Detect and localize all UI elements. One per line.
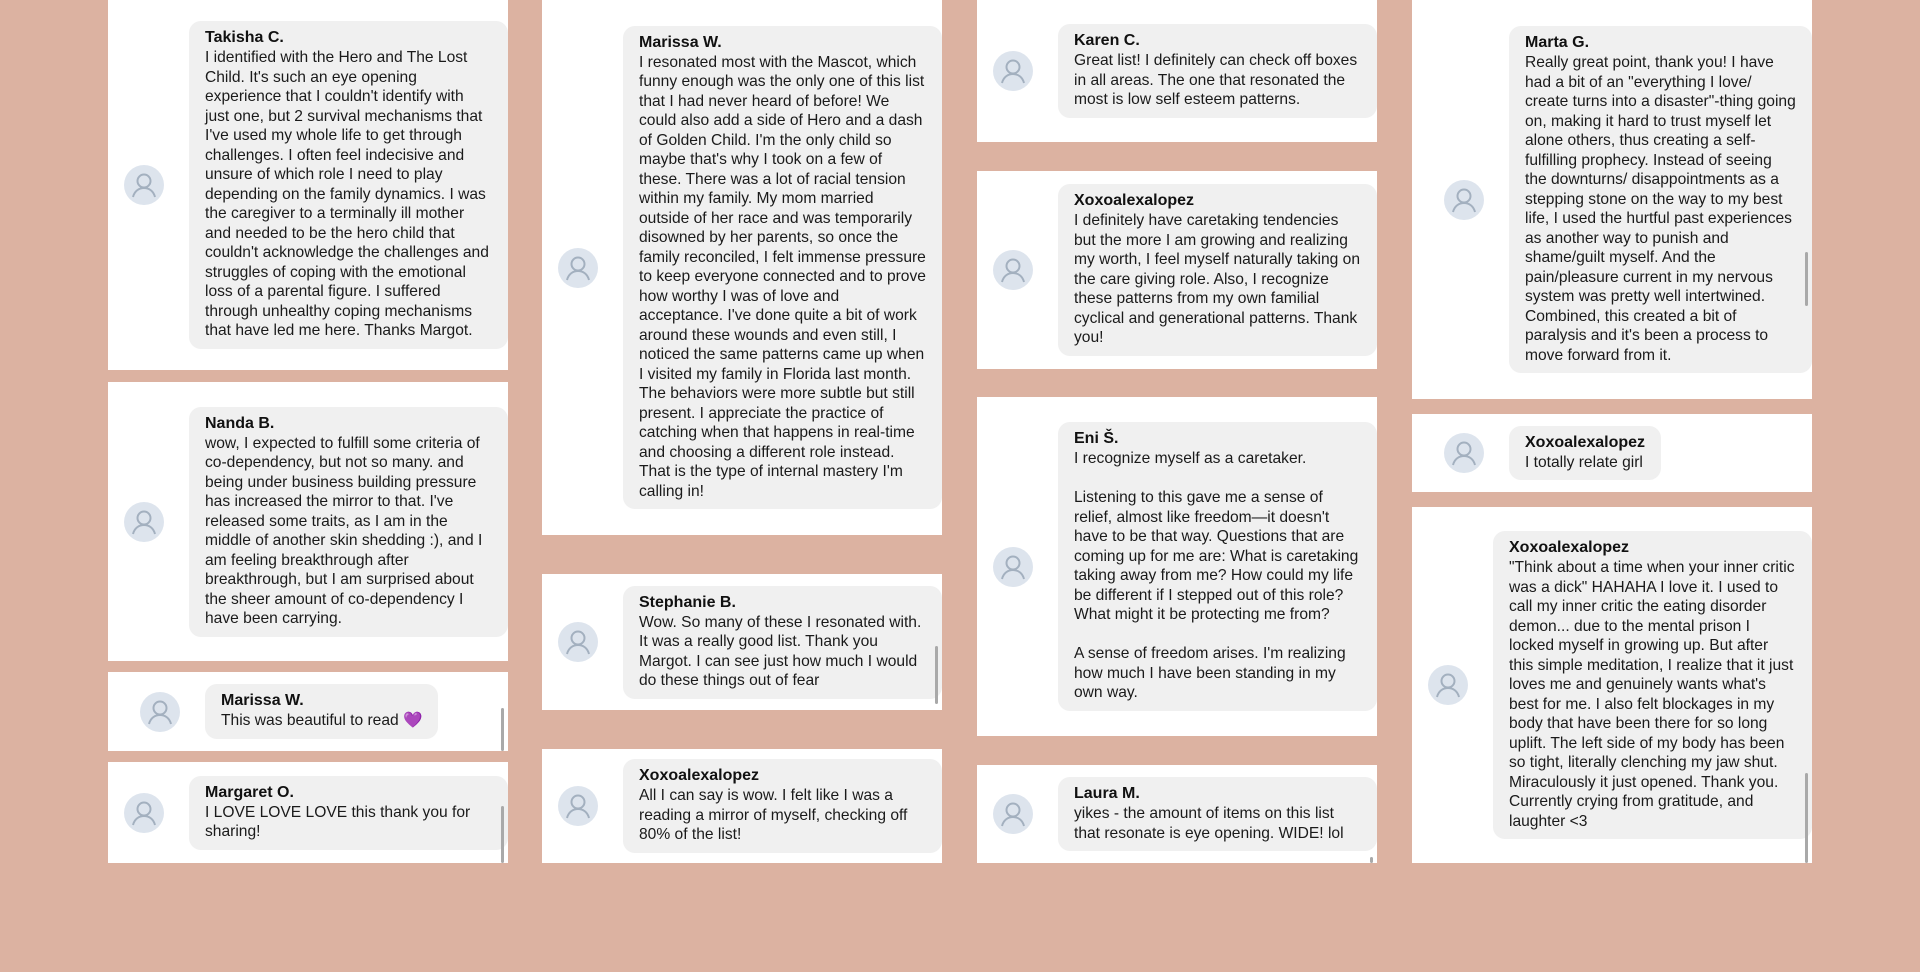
- comment-text: I definitely have caretaking tendencies but the more I am growing and realizing my worth, I feel myself naturally taking on the care giving role. Also, I recognize these patterns from my own familial cyclical and generational patterns. Thank you!: [1074, 212, 1361, 347]
- comment-card: [108, 762, 508, 863]
- comment-card: [108, 382, 508, 661]
- comment-author[interactable]: Xoxoalexalopez: [1525, 433, 1646, 451]
- comment-author[interactable]: Nanda B.: [205, 414, 275, 432]
- comment-text: All I can say is wow. I felt like I was a reading a mirror of myself, checking off 80% of the list!: [639, 787, 908, 844]
- comment-card: [542, 574, 942, 710]
- scrollbar-thumb[interactable]: [935, 646, 938, 704]
- comment-bubble: [623, 759, 942, 853]
- comment-card: [108, 672, 508, 751]
- comment-bubble: [1058, 422, 1377, 711]
- comment-card: [1412, 0, 1812, 399]
- scrollbar-thumb[interactable]: [1370, 857, 1373, 863]
- user-avatar-icon[interactable]: [558, 248, 598, 288]
- comment-text: Really great point, thank you! I have had a bit of an "everything I love/ create turns into a disaster"-thing going on, making it hard to trust myself let alone others, thus creating a self-fulfilling prophecy. Instead of seeing the downturns/ disappointments as a stepping stone on the way to my best life, I used the hurtful past experiences as another way to punish and shame/guilt myself. And the pain/pleasure current in my nervous system was pretty well intertwined. Combined, this created a bit of paralysis and it's been a process to move forward from it.: [1525, 54, 1796, 364]
- comment-bubble: [623, 26, 942, 510]
- comment-card: [542, 0, 942, 535]
- comment-bubble: [1493, 531, 1812, 839]
- comment-bubble: [1058, 24, 1377, 118]
- comment-bubble: [1509, 426, 1661, 481]
- comment-text: I resonated most with the Mascot, which funny enough was the only one of this list that I had never heard of before! We could also add a side of Hero and a dash of Golden Child. I'm the only child so maybe that's why I took on a few of these. There was a lot of racial tension within my family. My mom married outside of her race and was temporarily disowned by her parents, so once the family reconciled, I felt immense pressure to keep everyone connected and to prove how worthy I was of love and acceptance. I've done quite a bit of work around these wounds and even still, I noticed the same patterns came up when I visited my family in Florida last month. The behaviors were more subtle but still present. I appreciate the practice of catching when that happens in real-time and choosing a different role instead. That is the type of internal mastery I'm calling in!: [639, 53, 926, 500]
- comment-card: [542, 749, 942, 863]
- comment-bubble: [189, 21, 508, 349]
- comment-text: "Think about a time when your inner critic was a dick" HAHAHA I love it. I used to call my inner critic the eating disorder demon... due to the mental prison I locked myself in growing up. But after this simple meditation, I realize that it just loves me and genuinely wants what's best for me. I also felt blockages in my body that have been there for so long uplift. The left side of my body has been so tight, literally clenching my jaw shut. Miraculously it just opened. Thank you. Currently crying from gratitude, and laughter <3: [1509, 559, 1795, 830]
- comment-text: I totally relate girl: [1525, 453, 1643, 471]
- comment-author[interactable]: Laura M.: [1074, 785, 1140, 802]
- comment-author[interactable]: Xoxoalexalopez: [1509, 539, 1630, 556]
- comment-card: [977, 765, 1377, 863]
- comment-text: I LOVE LOVE LOVE this thank you for sharing!: [205, 803, 471, 840]
- comment-author[interactable]: Margaret O.: [205, 783, 294, 801]
- comment-card: [1412, 507, 1812, 863]
- comment-text: Wow. So many of these I resonated with. It was a really good list. Thank you Margot. I can see just how much I would do these things out of fear: [639, 613, 922, 689]
- comment-card: [977, 171, 1377, 369]
- user-avatar-icon[interactable]: [558, 786, 598, 826]
- comment-bubble: [623, 586, 942, 699]
- comment-bubble: [1509, 26, 1812, 373]
- comment-author[interactable]: Marta G.: [1525, 34, 1590, 51]
- user-avatar-icon[interactable]: [124, 793, 164, 833]
- comment-text: yikes - the amount of items on this list that resonate is eye opening. WIDE! lol: [1074, 805, 1344, 842]
- comment-text: I identified with the Hero and The Lost Child. It's such an eye opening experience that I couldn't identify with just one, but 2 survival mechanisms that I've used my whole life to get through challenges. I often feel indecisive and unsure of which role I need to play depending on the family dynamics. I was the caregiver to a terminally ill mother and needed to be the hero child that couldn't acknowledge the challenges and struggles of coping with the emotional loss of a parental figure. I suffered through unhealthy coping mechanisms that have led me here. Thanks Margot.: [205, 49, 489, 340]
- comment-author[interactable]: Takisha C.: [205, 29, 284, 47]
- comment-card: [977, 0, 1377, 142]
- comment-card: [1412, 414, 1812, 492]
- comment-author[interactable]: Marissa W.: [639, 33, 722, 51]
- user-avatar-icon[interactable]: [993, 794, 1033, 834]
- user-avatar-icon[interactable]: [140, 692, 180, 732]
- comment-card: [108, 0, 508, 370]
- user-avatar-icon[interactable]: [1444, 180, 1484, 220]
- comment-text: This was beautiful to read 💜: [221, 712, 423, 730]
- comment-text: Great list! I definitely can check off boxes in all areas. The one that resonated the most is low self esteem patterns.: [1074, 52, 1358, 109]
- comment-author[interactable]: Eni Š.: [1074, 430, 1119, 448]
- comment-author[interactable]: Xoxoalexalopez: [639, 767, 760, 785]
- comment-bubble: [1058, 184, 1377, 356]
- scrollbar-thumb[interactable]: [1805, 252, 1808, 306]
- comment-author[interactable]: Stephanie B.: [639, 593, 736, 611]
- comment-bubble: [205, 684, 438, 739]
- user-avatar-icon[interactable]: [993, 547, 1033, 587]
- user-avatar-icon[interactable]: [993, 51, 1033, 91]
- comment-author[interactable]: Xoxoalexalopez: [1074, 192, 1195, 210]
- comment-card: [977, 397, 1377, 736]
- user-avatar-icon[interactable]: [993, 250, 1033, 290]
- scrollbar-thumb[interactable]: [501, 806, 504, 863]
- user-avatar-icon[interactable]: [1444, 433, 1484, 473]
- user-avatar-icon[interactable]: [124, 165, 164, 205]
- scrollbar-thumb[interactable]: [1805, 773, 1808, 863]
- scrollbar-thumb[interactable]: [501, 708, 504, 751]
- comment-bubble: [189, 776, 508, 850]
- user-avatar-icon[interactable]: [124, 502, 164, 542]
- comment-bubble: [189, 407, 508, 637]
- comment-author[interactable]: Marissa W.: [221, 692, 304, 710]
- comment-bubble: [1058, 777, 1377, 851]
- comment-text: I recognize myself as a caretaker. Listening to this gave me a sense of relief, almost like freedom—it doesn't have to be that way. Questions that are coming up for me are: What is caretaking taking away from me? How could my life be different if I stepped out of this role? What might it be protecting me from? A sense of freedom arises. I'm realizing how much I have been standing in my own way.: [1074, 450, 1359, 702]
- comment-text: wow, I expected to fulfill some criteria of co-dependency, but not so many. and being under business building pressure has increased the mirror to that. I've released some traits, as I am in the middle of another skin shedding :), and I am feeling breakthrough after breakthrough, but I am surprised about the sheer amount of co-dependency I have been carrying.: [205, 434, 483, 627]
- user-avatar-icon[interactable]: [558, 622, 598, 662]
- user-avatar-icon[interactable]: [1428, 665, 1468, 705]
- comment-author[interactable]: Karen C.: [1074, 32, 1140, 50]
